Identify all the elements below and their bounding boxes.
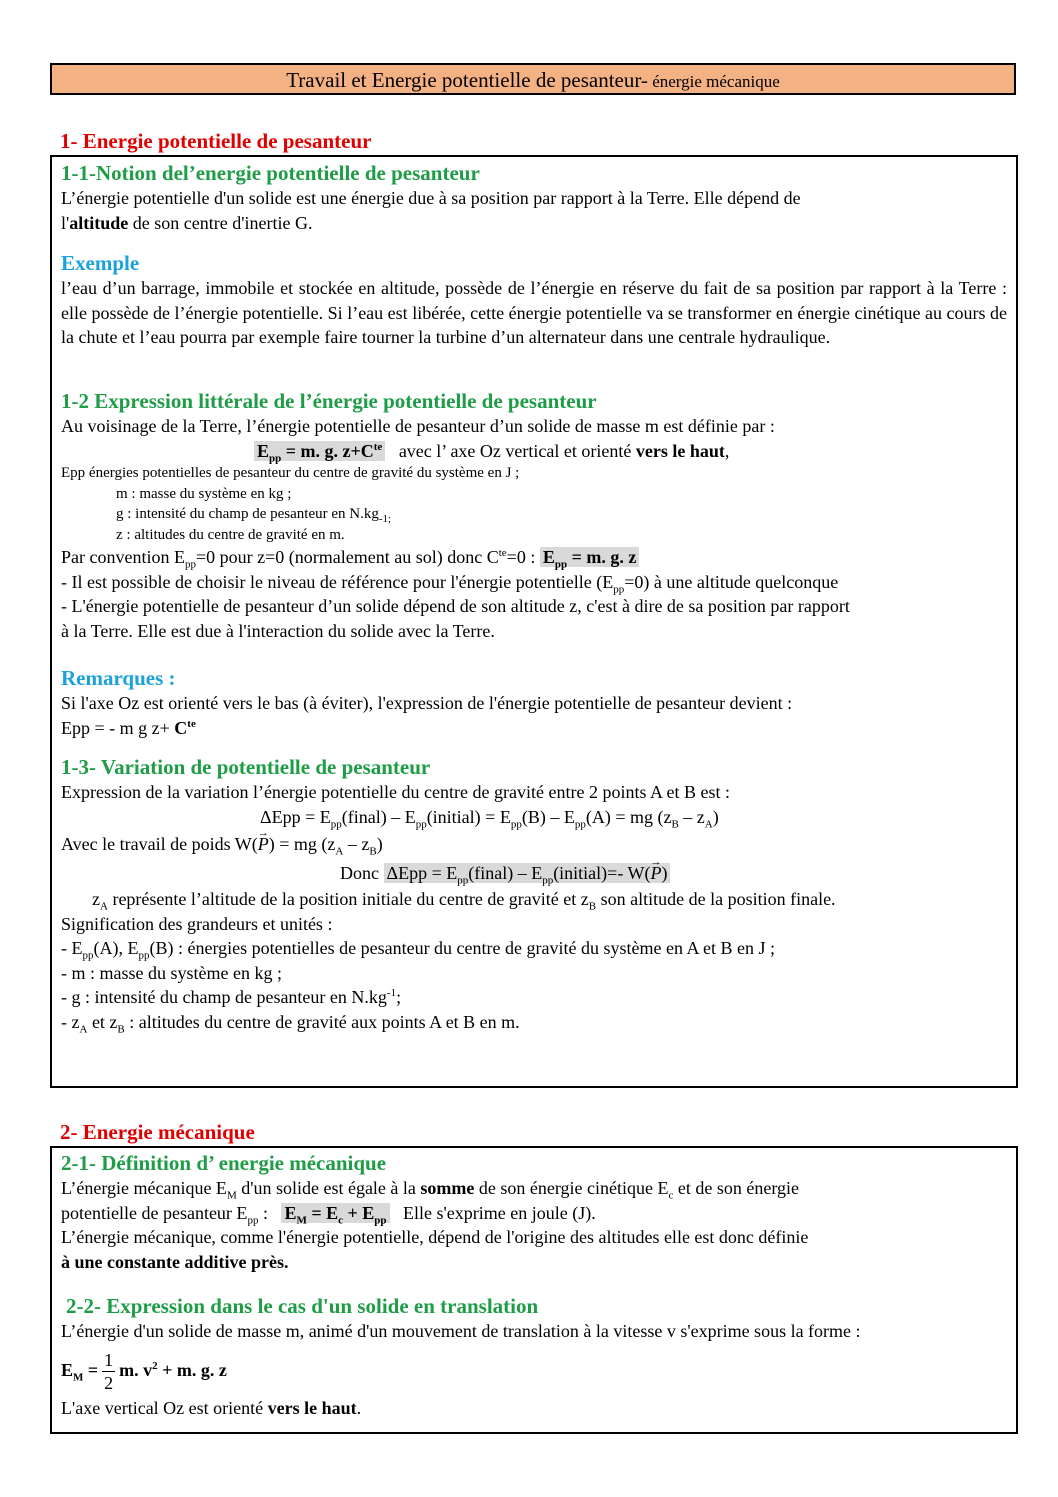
remarque-line-1: Si l'axe Oz est orienté vers le bas (à éviter), l'expression de l'énergie potentielle de pesanteur devient : xyxy=(61,693,793,713)
gravity-definition: g : intensité du champ de pesanteur en $N.kg_{-1;}$ xyxy=(116,506,392,525)
section-1-heading: 1- Energie potentielle de pesanteur xyxy=(60,129,372,153)
za-zb-line: $z_A$ représente l’altitude de la position initiale du centre de gravité et $z_B$ son altitude de la position finale. xyxy=(92,889,836,913)
section-2-heading: 2- Energie mécanique xyxy=(60,1120,255,1144)
meca-definition-line-2: potentielle de pesanteur $E_{pp}$ : $E_M = E_c + E_{pp}$ Elle s'exprime en joule (J). xyxy=(61,1202,596,1227)
travail-poids-line: Avec le travail de poids W(→ P) = mg $(z_A - z_B)$ xyxy=(61,829,1007,859)
delta-epp-formula: $\Delta Epp = E_{pp}(final)$ – $E_{pp}(initial) = E_{pp}(B) - E_{pp}(A)$ = mg $(z_B - z_A)$ xyxy=(260,806,719,831)
unit-line-epp: - $E_{pp}(A)$, $E_{pp}(B)$ : énergies potentielles de pesanteur du centre de gravité du système en A et B en J ; xyxy=(61,938,775,962)
altitude-note-1: - L'énergie potentielle de pesanteur d’un solide dépend de son altitude z, c'est à dire de sa position par rapport xyxy=(61,596,850,616)
donc-line: Donc $\Delta Epp = E_{pp}(final)$ – $E_{pp}(initial)=-$ W(→ P) xyxy=(61,859,1007,887)
one-half-fraction: $\frac{1}{2}$ xyxy=(104,1349,114,1393)
expression-intro: Au voisinage de la Terre, l’énergie potentielle de pesanteur d’un solide de masse m est définie par : xyxy=(61,416,775,436)
subsection-2-2-title: 2-2- Expression dans le cas d'un solide en translation xyxy=(66,1294,539,1318)
epp-formula-line: $E_{pp} = m$. g. $z+C^{te}$ avec l’ axe Oz vertical et orienté vers le haut, xyxy=(61,439,1007,464)
donc-formula: $\Delta Epp = E_{pp}(final)$ – $E_{pp}(initial)=-$ W(→ P) xyxy=(384,863,671,883)
subsection-2-1-title: 2-1- Définition d’ energie mécanique xyxy=(61,1151,387,1175)
epp-formula: $E_{pp} = m$. g. $z+C^{te}$ xyxy=(254,441,385,461)
section-1-box xyxy=(50,155,1018,1088)
translation-intro: L’énergie d'un solide de masse m, animé d'un mouvement de translation à la vitesse v s'exprime sous la forme : xyxy=(61,1321,861,1341)
remarques-title: Remarques : xyxy=(61,666,176,690)
axis-orientation-line: L'axe vertical Oz est orienté vers le haut. xyxy=(61,1397,362,1418)
exemple-text: l’eau d’un barrage, immobile et stockée en altitude, possède de l’énergie en réserve du fait de sa position par rapport à la Terre : elle possède de l’énergie potentielle. Si l’eau est libérée, cette énergie potentielle va se transformer en énergie cinétique au cours de la chute et l’eau pourra par exemple faire tourner la turbine d’un alternateur dans une centrale hydraulique. xyxy=(61,278,1007,347)
document-subtitle: énergie mécanique xyxy=(647,72,780,91)
unit-line-mass: - m : masse du système en kg ; xyxy=(61,962,282,983)
meca-definition-line-1: L’énergie mécanique $E_M$ d'un solide est égale à la somme de son énergie cinétique $E_c$ et de son énergie xyxy=(61,1178,800,1202)
subsection-1-2-title: 1-2 Expression littérale de l’énergie potentielle de pesanteur xyxy=(61,389,597,413)
meca-definition-line-3: L’énergie mécanique, comme l'énergie potentielle, dépend de l'origine des altitudes elle est donc définie xyxy=(61,1227,809,1247)
em-sum-formula: $E_M = E_c + E_{pp}$ xyxy=(281,1203,389,1223)
document-title-box xyxy=(50,63,1016,95)
notion-line-1: L’énergie potentielle d'un solide est une énergie due à sa position par rapport à la Terre. Elle dépend de xyxy=(61,188,801,208)
subsection-1-1-title: 1-1-Notion del’energie potentielle de pesanteur xyxy=(61,161,480,185)
signification-heading: Signification des grandeurs et unités : xyxy=(61,913,333,934)
exemple-title: Exemple xyxy=(61,251,140,275)
notion-line-2: l'altitude de son centre d'inertie G. xyxy=(61,212,313,233)
document-title: Travail et Energie potentielle de pesanteur- xyxy=(286,68,648,92)
unit-line-altitude: - $z_A$ et $z_B$ : altitudes du centre de gravité aux points A et B en m. xyxy=(61,1011,520,1036)
em-translation-formula: $E_M$ = $\frac{1}{2}$ m. $v^2 + m$. g. z xyxy=(61,1349,227,1393)
altitude-definition: z : altitudes du centre de gravité en m. xyxy=(116,526,345,543)
epp-definition: Epp énergies potentielles de pesanteur du centre de gravité du système en J ; xyxy=(61,465,520,481)
convention-formula: $E_{pp} = m$. g. z xyxy=(540,547,640,567)
remarque-formula: Epp = - m g $z+ C^{te}$ xyxy=(61,717,196,738)
unit-line-gravity: - g : intensité du champ de pesanteur en $N.kg^{-1}$; xyxy=(61,987,402,1007)
reference-note: - Il est possible de choisir le niveau de référence pour l'énergie potentielle $(E_{pp}=0)$ à une altitude quelconque xyxy=(61,571,839,596)
meca-definition-line-4: à une constante additive près. xyxy=(61,1251,289,1272)
convention-line: Par convention $E_{pp}=0$ pour z=0 (normalement au sol) donc $C^{te}=0$ : $E_{pp} = m$. g. z xyxy=(61,545,1007,570)
mass-definition: m : masse du système en kg ; xyxy=(116,485,292,502)
subsection-1-3-title: 1-3- Variation de potentielle de pesanteur xyxy=(61,755,431,779)
altitude-note-2: à la Terre. Elle est due à l'interaction du solide avec la Terre. xyxy=(61,620,495,641)
section-2-box xyxy=(50,1146,1018,1434)
variation-intro: Expression de la variation l’énergie potentielle du centre de gravité entre 2 points A et B est : xyxy=(61,782,730,802)
